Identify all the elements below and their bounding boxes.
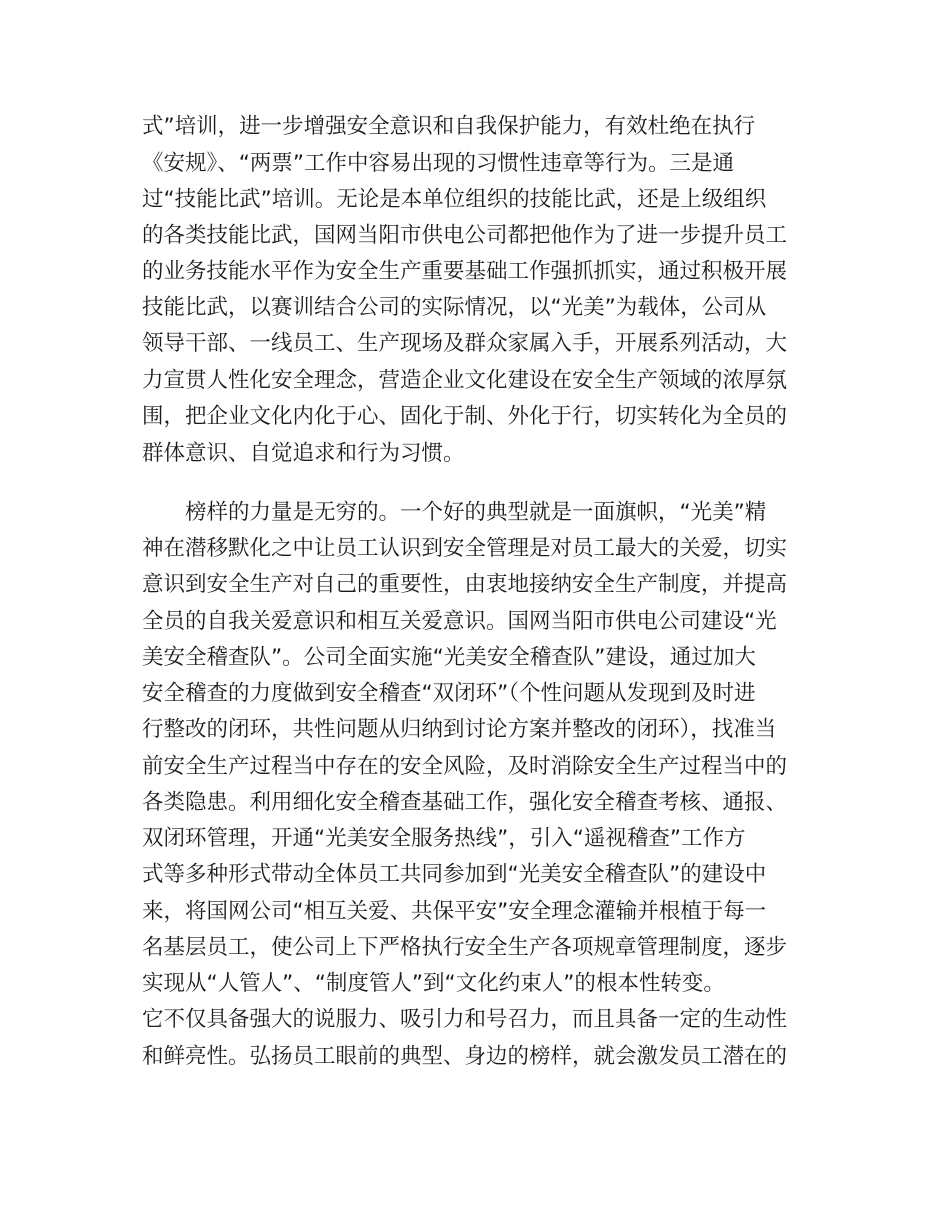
text-line-indented: 榜样的力量是无穷的。一个好的典型就是一面旗帜，“光美”精 (185, 500, 767, 525)
text-line: 过“技能比武”培训。无论是本单位组织的技能比武，还是上级组织 (142, 187, 767, 212)
text-line: 式等多种形式带动全体员工共同参加到“光美安全稽查队”的建设中 (142, 862, 767, 887)
text-line: 各类隐患。利用细化安全稽查基础工作，强化安全稽查考核、通报、 (142, 790, 788, 815)
text-line: 双闭环管理，开通“光美安全服务热线”，引入“遥视稽查”工作方 (142, 826, 746, 851)
text-line: 领导干部、一线员工、生产现场及群众家属入手，开展系列活动，大 (142, 331, 788, 356)
text-line: 来，将国网公司“相互关爱、共保平安”安全理念灌输并根植于每一 (142, 899, 767, 924)
text-line: 意识到安全生产对自己的重要性，由衷地接纳安全生产制度，并提高 (142, 572, 788, 597)
text-line: 全员的自我关爱意识和相互关爱意识。国网当阳市供电公司建设“光 (142, 609, 777, 634)
text-line: 名基层员工，使公司上下严格执行安全生产各项规章管理制度，逐步 (142, 935, 788, 960)
text-line: 安全稽查的力度做到安全稽查“双闭环”（个性问题从发现到及时进 (142, 681, 756, 706)
text-line: 的业务技能水平作为安全生产重要基础工作强抓抓实，通过积极开展 (142, 259, 788, 284)
text-line: 实现从“人管人”、“制度管人”到“文化约束人”的根本性转变。 (142, 971, 725, 996)
text-line: 的各类技能比武，国网当阳市供电公司都把他作为了进一步提升员工 (142, 223, 788, 248)
text-line: 围，把企业文化内化于心、固化于制、外化于行，切实转化为全员的 (142, 404, 788, 429)
text-line: 和鲜亮性。弘扬员工眼前的典型、身边的榜样，就会激发员工潜在的 (142, 1044, 788, 1069)
text-line: 它不仅具备强大的说服力、吸引力和号召力，而且具备一定的生动性 (142, 1007, 788, 1032)
text-line: 群体意识、自觉追求和行为习惯。 (142, 441, 465, 466)
text-line: 神在潜移默化之中让员工认识到安全管理是对员工最大的关爱，切实 (142, 536, 788, 561)
text-line: 美安全稽查队”。公司全面实施“光美安全稽查队”建设，通过加大 (142, 645, 756, 670)
text-line: 式”培训，进一步增强安全意识和自我保护能力，有效杜绝在执行 (142, 114, 756, 139)
text-line: 行整改的闭环，共性问题从归纳到讨论方案并整改的闭环），找准当 (142, 717, 777, 742)
text-line: 力宣贯人性化安全理念，营造企业文化建设在安全生产领域的浓厚氛 (142, 368, 788, 393)
text-line: 《安规》、“两票”工作中容易出现的习惯性违章等行为。三是通 (142, 151, 735, 176)
text-line: 前安全生产过程当中存在的安全风险，及时消除安全生产过程当中的 (142, 754, 788, 779)
text-line: 技能比武，以赛训结合公司的实际情况，以“光美”为载体，公司从 (142, 295, 767, 320)
